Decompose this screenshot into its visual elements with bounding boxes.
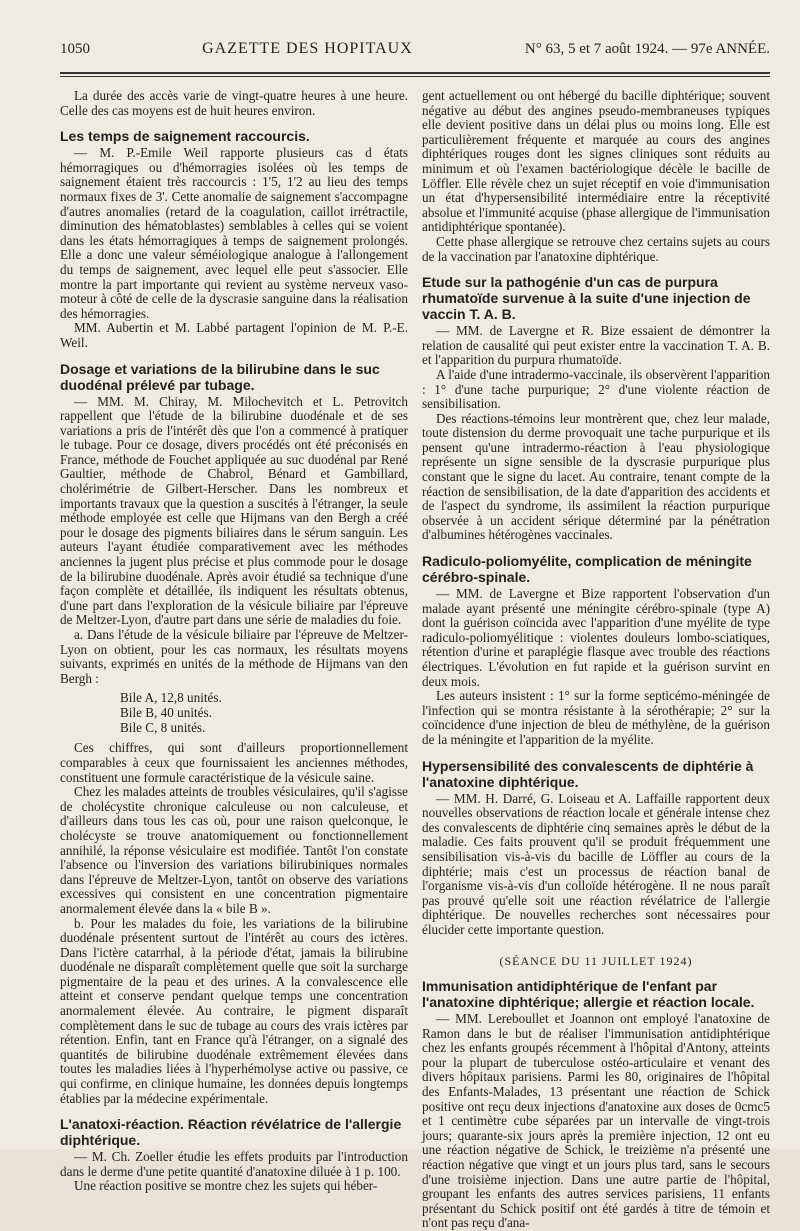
section-title: L'anatoxi-réaction. Réaction révélatrice de l'allergie diphtérique. [60, 1116, 402, 1149]
paragraph: Une réaction positive se montre chez les sujets qui héber- [74, 1178, 378, 1194]
paragraph: Cette phase allergique se retrouve chez certains sujets au cours de la vaccination par l'anatoxine diphtérique. [422, 233, 770, 264]
section-title: Etude sur la pathogénie d'un cas de purpura rhumatoïde survenue à la suite d'une injection de vaccin T. A. B. [422, 274, 751, 323]
paragraph: gent actuellement ou ont hébergé du bacille diphtérique; souvent négative au début des angines pseudo-membraneuses typiques elle devient positive dans un délai plus ou moins long. Elle est particulièrement fréquente et marquée au cours des angines diphtériques rouges dont les signes cliniques sont réduits au minimum et où l'examen bactériologique décèle le bacille de Löffler. Elle révèle chez un sujet réceptif en voie d'immunisation un état d'hypersensibilité intermédiaire entre la réceptivité absolue et l'immunité acquise (phase allergique de l'immunisation antidiphtérique spontanée). [422, 88, 770, 235]
section-title: Immunisation antidiphtérique de l'enfant par l'anatoxine diphtérique; allergie et réaction locale. [422, 978, 755, 1011]
paragraph: — MM. H. Darré, G. Loiseau et A. Laffaille rapportent deux nouvelles observations de réaction locale et générale intense chez des convalescents de diphtérie cinq semaines après le début de la maladie. Ces faits prouvent qu'il se produit fréquemment une sensibilisation vis-à-vis du bacille de Löffler au cours de la diphtérie; mais c'est un processus de réaction banal de l'organisme vis-à-vis d'un colloïde hétérogène. Il ne nous paraît pas prouvé qu'elle soit une réaction révélatrice de l'allergie diphtérique. De nouvelles recherches sont nécessaires pour élucider cette importante question. [422, 790, 770, 937]
bile-a: Bile A, 12,8 unités. [120, 690, 222, 706]
paragraph: Les auteurs insistent : 1° sur la forme septicémo-méningée de l'infection qui se montra résistante à la sérothérapie; 2° sur la coïncidence d'une injection de bleu de méthylène, de la guérison de la méningite et l'apparition de la myélite. [422, 688, 770, 747]
paragraph: A l'aide d'une intradermo-vaccinale, ils observèrent l'apparition : 1° d'une tache purpurique; 2° d'une violente réaction de sensibilisation. [422, 366, 770, 412]
paragraph: Des réactions-témoins leur montrèrent que, chez leur malade, toute distension du derme provoquait une tache purpurique et ils pensent qu'une intradermo-réaction à l'eau physiologique représente un signe sensible de la dyscrasie purpurique plus constant que le signe du lacet. Au contraire, tenant compte de la réaction de sensibilisation, de la date d'apparition des accidents et de l'aspect du syndrome, ils assimilent la réaction purpurique observée à un accident sérique déterminé par la pénétration d'albumines hétérogènes vaccinales. [422, 410, 770, 543]
paragraph: Chez les malades atteints de troubles vésiculaires, qu'il s'agisse de cholécystite chronique calculeuse ou non calculeuse, et d'ailleurs dans tous les cas où, pour une raison quelconque, le cholécyste se trouve anatomiquement ou fonctionnellement annihilé, la réponse vésiculaire est modifiée. Tantôt l'on constate l'absence ou l'inversion des variations bilirubiniques normales dans l'épreuve de Meltzer-Lyon, tantôt on observe des variations excessives qui consistent en une concentration pigmentaire anormalement élevée dans la « bile B ». [60, 784, 408, 916]
header-rule [60, 72, 770, 77]
session-date: (SÉANCE DU 11 JUILLET 1924) [499, 953, 693, 968]
paragraph: La durée des accès varie de vingt-quatre heures à une heure. Celle des cas moyens est de huit heures environ. [60, 88, 408, 118]
paragraph: — M. P.-Emile Weil rapporte plusieurs cas d états hémorragiques ou d'hémorragies isolées où les temps de saignement étaient très raccourcis : 1'5, 1'2 au lieu des temps normaux fixes de 3'. Cette anomalie de saignement s'accompagne d'autres anomalies (retard de la coagulation, caillot irrétractile, diminution des hématoblastes) semblables à celles qui se voient dans les états hémorragiques à temps de saignement prolongés. Elle a donc une valeur séméiologique analogue à l'allongement du temps de saignement, avec lequel elle peut s'associer. Elle montre la part importante qui revient au système nerveux vaso-moteur à côté de celle de la dyscrasie sanguine dans la réalisation des hémorragies. [60, 145, 408, 321]
section-title: Hypersensibilité des convalescents de diphtérie à l'anatoxine diphtérique. [422, 757, 754, 790]
page-number: 1050 [60, 41, 90, 57]
section-title: Radiculo-poliomyélite, complication de méningite cérébro-spinale. [422, 553, 752, 586]
right-column [422, 89, 770, 1231]
paragraph: — MM. M. Chiray, M. Milochevitch et L. Petrovitch rappellent que l'étude de la bilirubine duodénale et de ses variations a pris de l'intérêt dès que l'on a commencé à pratiquer le tubage. Pour ce dosage, divers procédés ont été préconisés en France, méthode de Fouchet appliquée au suc duodénal par René Gaultier, méthode de Chabrol, Bénard et Gambillard, cholérimétrie de Gilbert-Herscher. Dans les nombreux et importants travaux que la question a suscités à l'étranger, la seule méthode employée est celle que Hijmans van den Bergh a créé pour le dosage des pigments biliaires dans le sérum sanguin. Les auteurs l'ayant étudiée comparativement avec les méthodes anciennes la jugent plus précise et plus commode pour le dosage de la bilirubine duodénale. Après avoir étudié sa technique d'une façon complète et détaillée, ils indiquent les résultats obtenus, d'une part dans l'exploration de la vésicule biliaire par l'épreuve de Meltzer-Lyon, d'autre part dans une série de maladies du foie. [60, 393, 408, 628]
left-column [60, 89, 408, 1231]
section-title: Les temps de saignement raccourcis. [60, 128, 310, 145]
paragraph: — MM. Lereboullet et Joannon ont employé l'anatoxine de Ramon dans le but de réaliser l'immunisation antidiphtérique chez les enfants groupés récemment à l'hôpital d'Antony, atteints pour la plupart de tuberculose ostéo-articulaire et venant des divers hôpitaux parisiens. Parmi les 80, originaires de l'hôpital des Enfants-Malades, 13 présentant une réaction de Schick positive ont reçu deux injections d'anatoxine aux doses de 0cmc5 et 1 centimètre cube séparées par un intervalle de vingt-trois jours; quarante-six jours après la première injection, 12 ont eu une réaction négative de Schick, le treizième n'a présenté une réaction négative que vingt et un jours plus tard, sans le secours d'une troisième injection. Dans une autre partie de l'hôpital, groupant les enfants des autres services parisiens, 11 enfants présentant du Schick positif ont été gardés à titre de témoin et n'ont pas reçu d'ana- [422, 1011, 770, 1231]
page-header [60, 0, 770, 64]
bile-c: Bile C, 8 unités. [120, 720, 206, 736]
paragraph: Ces chiffres, qui sont d'ailleurs proportionnellement comparables à ceux que fournissaient les anciennes méthodes, constituent une formule caractéristique de la vésicule saine. [60, 740, 408, 785]
paragraph: a. Dans l'étude de la vésicule biliaire par l'épreuve de Meltzer-Lyon on obtient, pour les cas normaux, les résultats moyens suivants, exprimés en unités de la méthode de Hijmans van den Bergh : [60, 627, 408, 686]
section-title: Dosage et variations de la bilirubine dans le suc duodénal prélevé par tubage. [60, 360, 380, 393]
issue-info: N° 63, 5 et 7 août 1924. — 97e ANNÉE. [524, 41, 770, 57]
article-columns [60, 89, 770, 1231]
paragraph: — MM. de Lavergne et Bize rapportent l'observation d'un malade ayant présenté une méningite cérébro-spinale (type A) dont la guérison coïncida avec l'apparition d'une myélite de type radiculo-poliomyélitique : violentes douleurs lombo-sciatiques, rétention d'urine et paraplégie flasque avec trouble des réactions électriques. L'évolution en fut rapide et la guérison survint en deux mois. [422, 586, 770, 689]
paragraph: b. Pour les malades du foie, les variations de la bilirubine duodénale présentent surtout de l'intérêt au cours des ictères. Dans l'ictère catarrhal, à la période d'état, jamais la bilirubine duodénale ne disparaît complètement quelle que soit la surcharge pigmentaire de la peau et des urines. A la convalescence elle atteint et conserve pendant quelque temps une concentration anormalement élevée. Au contraire, le pigment disparaît complètement dans le suc de tubage au cours des vrais ictères par rétention. Enfin, tant en France qu'à l'étranger, on a signalé des quantités de bilirubine duodénale extrêmement élevées dans toutes les maladies liées à l'hyperhémolyse active ou passive, ce qui confirme, en clinique humaine, les données depuis longtemps établies par la médecine expérimentale. [60, 915, 408, 1106]
paragraph: MM. Aubertin et M. Labbé partagent l'opinion de M. P.-E. Weil. [60, 320, 408, 350]
bile-b: Bile B, 40 unités. [120, 705, 212, 721]
paragraph: — M. Ch. Zoeller étudie les effets produits par l'introduction dans le derme d'une petite quantité d'anatoxine diluée à 1 p. 100. [60, 1149, 408, 1179]
bile-values [120, 690, 408, 735]
paragraph: — MM. de Lavergne et R. Bize essaient de démontrer la relation de causalité qui peut exister entre la vaccination T. A. B. et l'apparition du purpura rhumatoïde. [422, 323, 770, 368]
journal-title: GAZETTE DES HOPITAUX [202, 40, 413, 57]
